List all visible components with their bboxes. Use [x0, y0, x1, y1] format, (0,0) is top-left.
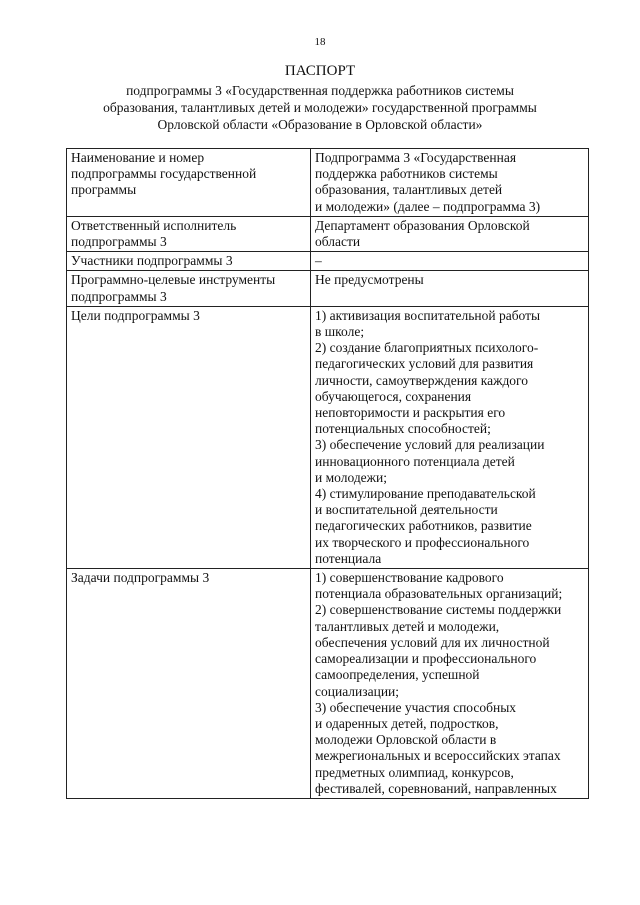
row-value-line: их творческого и профессионального: [315, 534, 530, 550]
row-value-line: талантливых детей и молодежи,: [315, 618, 500, 634]
row-value-line: 3) обеспечение участия способных: [315, 699, 517, 715]
subtitle-line: Орловской области «Образование в Орловской области»: [157, 117, 483, 132]
document-subtitle: [70, 82, 570, 133]
row-value-line: обучающегося, сохранения: [315, 388, 472, 404]
row-value-cell: [311, 252, 589, 271]
passport-table: [66, 148, 589, 799]
row-value-cell: [311, 271, 589, 306]
table-row: [67, 149, 589, 217]
row-value-line: потенциальных способностей;: [315, 421, 491, 437]
row-label-cell: [67, 252, 311, 271]
row-value-line: Не предусмотрены: [315, 272, 424, 288]
document-heading: ПАСПОРТ: [284, 63, 356, 79]
row-value-line: 4) стимулирование преподавательской: [315, 486, 536, 502]
row-value-line: 2) совершенствование системы поддержки: [315, 602, 562, 618]
page-number: 18: [314, 36, 326, 48]
row-value-line: 2) создание благоприятных психолого-: [315, 340, 539, 356]
row-value-line: предметных олимпиад, конкурсов,: [315, 764, 514, 780]
row-value-line: 1) совершенствование кадрового: [315, 570, 504, 586]
row-label-line: Задачи подпрограммы 3: [71, 570, 210, 586]
row-value-line: потенциала: [315, 550, 382, 566]
row-value-line: Департамент образования Орловской: [315, 217, 530, 233]
row-value-line: –: [315, 253, 322, 269]
row-value-line: педагогических работников, развитие: [315, 518, 532, 534]
passport-table-body: [67, 149, 589, 799]
row-value-line: образования, талантливых детей: [315, 182, 503, 198]
row-value-line: молодежи Орловской области в: [315, 732, 497, 748]
row-value-line: самореализации и профессионального: [315, 651, 537, 667]
subtitle-line: образования, талантливых детей и молодежи» государственной программы: [103, 100, 537, 115]
row-value-line: поддержка работников системы: [315, 166, 498, 182]
row-label-line: Участники подпрограммы 3: [71, 253, 233, 269]
row-value-line: 3) обеспечение условий для реализации: [315, 437, 545, 453]
row-label-cell: [67, 149, 311, 217]
row-label-line: Наименование и номер: [71, 150, 205, 165]
table-row: [67, 252, 589, 271]
row-label-line: программы: [71, 182, 137, 198]
table-row: [67, 306, 589, 568]
table-row: [67, 569, 589, 799]
table-row: [67, 271, 589, 306]
row-value-line: самоопределения, успешной: [315, 667, 480, 683]
row-label-cell: [67, 306, 311, 568]
row-label-cell: [67, 216, 311, 251]
subtitle-line: подпрограммы 3 «Государственная поддержка работников системы: [126, 83, 514, 98]
row-label-line: Ответственный исполнитель: [71, 217, 237, 233]
row-label-cell: [67, 271, 311, 306]
row-value-line: социализации;: [315, 683, 400, 699]
row-value-cell: [311, 149, 589, 217]
row-value-line: и молодежи;: [315, 469, 387, 485]
row-label-line: подпрограммы государственной: [71, 166, 257, 182]
row-label-line: Цели подпрограммы 3: [71, 307, 200, 323]
row-value-line: 1) активизация воспитательной работы: [315, 307, 541, 323]
row-value-line: неповторимости и раскрытия его: [315, 405, 506, 421]
row-value-line: обеспечения условий для их личностной: [315, 634, 550, 650]
row-label-line: Программно-целевые инструменты: [71, 272, 276, 288]
row-label-cell: [67, 569, 311, 799]
row-value-line: и воспитательной деятельности: [315, 502, 498, 518]
row-value-cell: [311, 216, 589, 251]
row-label-line: подпрограммы 3: [71, 288, 167, 304]
row-value-line: инновационного потенциала детей: [315, 453, 515, 469]
row-value-line: потенциала образовательных организаций;: [315, 586, 563, 602]
row-value-cell: [311, 306, 589, 568]
row-value-line: межрегиональных и всероссийских этапах: [315, 748, 561, 764]
row-value-line: личности, самоутверждения каждого: [315, 372, 529, 388]
row-value-line: области: [315, 234, 361, 250]
row-value-line: и одаренных детей, подростков,: [315, 715, 499, 731]
row-value-line: фестивалей, соревнований, направленных: [315, 780, 557, 796]
row-value-line: Подпрограмма 3 «Государственная: [315, 150, 517, 165]
row-value-line: в школе;: [315, 324, 365, 340]
row-value-line: педагогических условий для развития: [315, 356, 534, 372]
table-row: [67, 216, 589, 251]
row-label-line: подпрограммы 3: [71, 234, 167, 250]
row-value-line: и молодежи» (далее – подпрограмма 3): [315, 198, 541, 214]
row-value-cell: [311, 569, 589, 799]
